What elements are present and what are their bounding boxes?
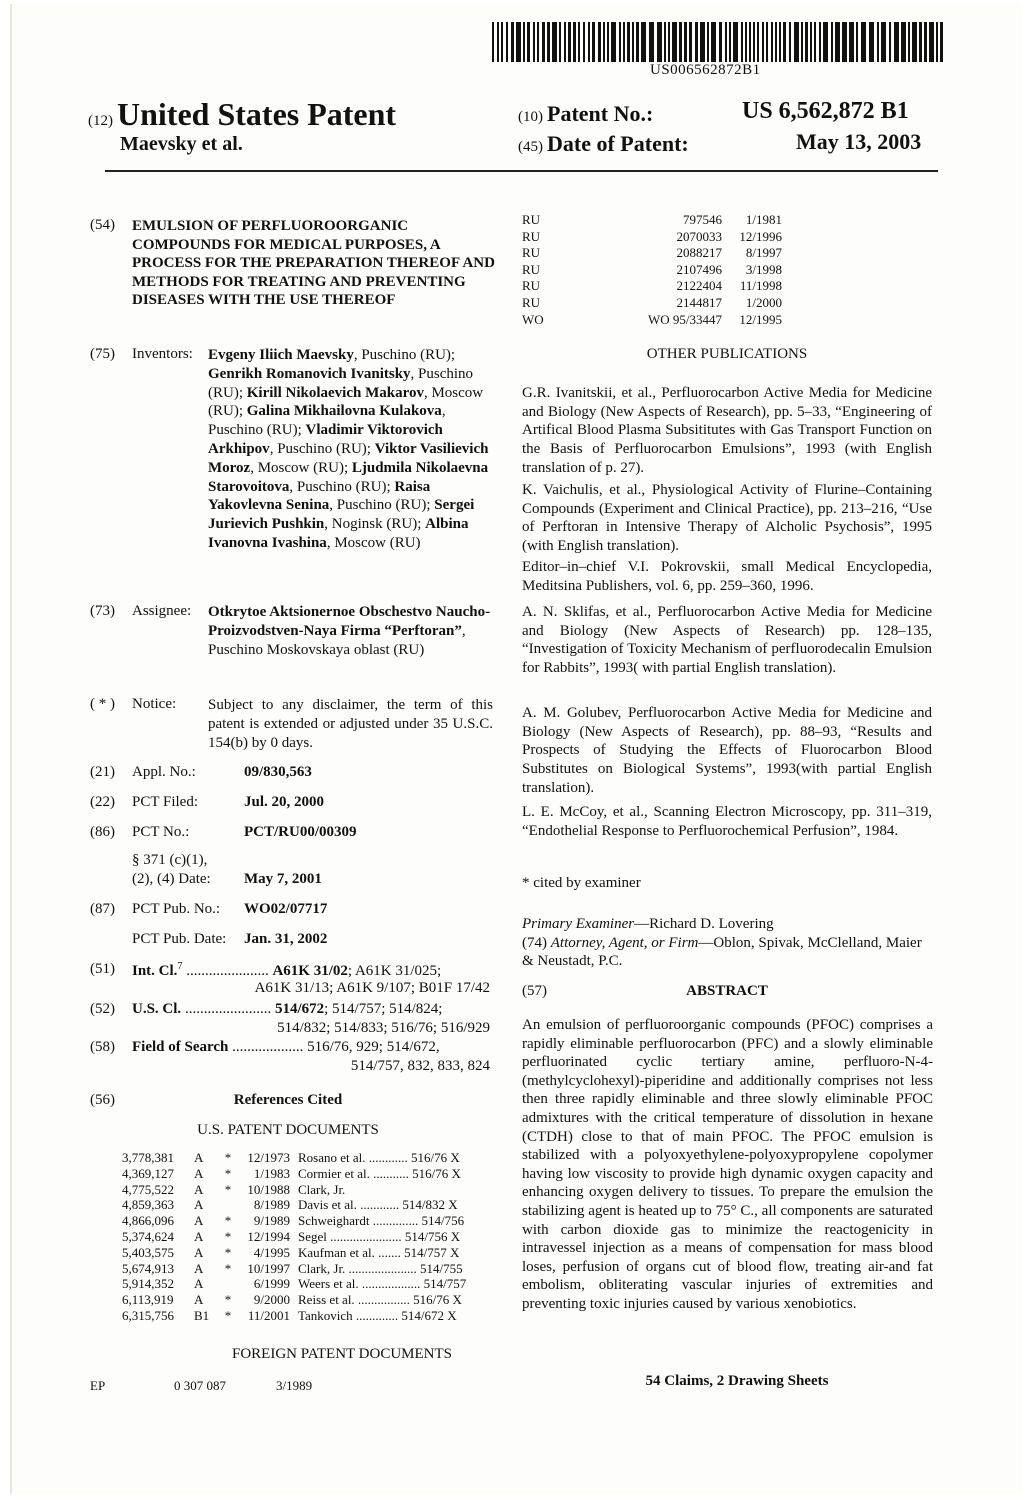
foreign-country: RU <box>522 245 541 261</box>
code-21: (21) <box>90 764 115 780</box>
foreign-number: WO 95/33447 <box>647 311 722 327</box>
reference-cited-mark: * <box>224 1150 232 1165</box>
foreign-date: 3/1998 <box>745 261 782 277</box>
reference-date: 9/2000 <box>253 1292 290 1308</box>
code-51: (51) <box>90 961 115 977</box>
foreign-reference-row <box>522 262 782 279</box>
reference-inventor: Davis et al. ............ 514/832 X <box>298 1197 458 1213</box>
notice-label: Notice: <box>132 696 177 712</box>
publication-item: K. Vaichulis, et al., Physiological Activity of Flurine–Containing Compounds (Experiment and Clinical Practice), pp. 213–216, “Use of Perftoran in Intensive Therapy of Alcholic Psychosis”, 1995 (with English translation). <box>522 482 932 555</box>
reference-number: 3,778,381 <box>122 1150 174 1165</box>
int-cl-label: Int. Cl. <box>132 963 178 979</box>
claims-summary: 54 Claims, 2 Drawing Sheets <box>645 1373 829 1389</box>
reference-number: 6,315,756 <box>122 1307 174 1323</box>
inventor-place: , Moscow (RU); <box>250 459 352 476</box>
inventor-name: Galina Mikhailovna Kulakova <box>246 403 442 420</box>
foreign-country: EP <box>90 1378 106 1393</box>
us-reference-row <box>122 1308 493 1324</box>
publication-item: A. N. Sklifas, et al., Perfluorocarbon Active Media for Medicine and Biology (New Aspects of Research) pp. 128–135, “Investigation of Toxicity Mechanism of perfluorodecalin Emulsion for Rabbits”, 1993( with partial English translation). <box>522 604 932 677</box>
reference-kind: A <box>194 1260 204 1276</box>
foreign-reference-row <box>522 312 782 329</box>
foreign-number: 2088217 <box>676 245 722 261</box>
us-reference-row <box>122 1245 493 1261</box>
pct-filed: Jul. 20, 2000 <box>244 794 325 810</box>
us-reference-row <box>122 1182 493 1198</box>
reference-date: 9/1989 <box>253 1213 290 1229</box>
other-publications-heading: OTHER PUBLICATIONS <box>646 346 808 362</box>
code-22: (22) <box>90 794 115 810</box>
publication-item: L. E. McCoy, et al., Scanning Electron Microscopy, pp. 311–319, “Endothelial Response to Perfluorochemical Perfusion”, 1984. <box>522 804 932 839</box>
foreign-date: 8/1997 <box>745 245 782 261</box>
reference-number: 6,113,919 <box>122 1292 174 1308</box>
reference-date: 1/1983 <box>253 1165 290 1181</box>
references-heading: References Cited <box>233 1092 343 1108</box>
reference-kind: A <box>194 1150 204 1165</box>
reference-number: 4,859,363 <box>122 1197 174 1213</box>
us-references-table <box>122 1150 493 1324</box>
pct-no-label: PCT No.: <box>132 824 190 840</box>
code-58: (58) <box>90 1039 115 1055</box>
inventor-name: Albina Ivanovna Ivashina <box>208 516 469 551</box>
publication-item: G.R. Ivanitskii, et al., Perfluorocarbon Active Media for Medicine and Biology (New Aspects of Research), pp. 5–33, “Engineering of Artifical Blood Plasma Subsititutes with Gas Transport Function on the Basis of Perfluorocarbon Emulsions”, 1993 (with English translation of p. 27). <box>522 385 932 476</box>
us-reference-row <box>122 1292 493 1308</box>
assignee-label: Assignee: <box>132 603 192 619</box>
date-of-patent: May 13, 2003 <box>796 129 922 154</box>
pct-pub-no: WO02/07717 <box>244 901 328 917</box>
code-86: (86) <box>90 824 115 840</box>
foreign-references-table <box>522 212 782 328</box>
us-reference-row <box>122 1213 493 1229</box>
foreign-country: WO <box>522 311 544 327</box>
reference-number: 5,374,624 <box>122 1228 174 1244</box>
foreign-number: 797546 <box>683 212 722 227</box>
inventor-name: Evgeny Iliich Maevsky <box>208 347 354 363</box>
us-cl-rest: ; 514/757; 514/824; <box>324 1001 443 1017</box>
us-reference-row <box>122 1261 493 1277</box>
code-52: (52) <box>90 1001 115 1017</box>
code-57: (57) <box>522 983 547 999</box>
int-cl-line-2: A61K 31/13; A61K 9/107; B01F 17/42 <box>254 980 490 996</box>
document-type: United States Patent <box>117 96 397 132</box>
reference-number: 5,403,575 <box>122 1244 174 1260</box>
reference-kind: A <box>194 1181 204 1197</box>
foreign-date: 1/1981 <box>745 212 782 227</box>
inventor-name: Raisa Yakovlevna Senina <box>208 478 431 514</box>
inventors-label: Inventors: <box>132 346 193 362</box>
code-12: (12) <box>88 113 113 129</box>
reference-inventor: Kaufman et al. ....... 514/757 X <box>298 1244 460 1260</box>
code-54: (54) <box>90 217 115 233</box>
field-of-search-line <box>132 1039 440 1056</box>
reference-kind: B1 <box>194 1307 210 1323</box>
foreign-country: RU <box>522 294 541 310</box>
inventor-place: , Puschino (RU); <box>208 403 446 439</box>
foreign-number: 0 307 087 <box>174 1378 226 1393</box>
barcode-number: US006562872B1 <box>650 62 761 78</box>
int-cl-line <box>132 961 441 980</box>
reference-kind: A <box>194 1244 204 1260</box>
s371-label-1: § 371 (c)(1), <box>132 852 208 868</box>
foreign-ref-first <box>90 1378 312 1394</box>
foreign-number: 2070033 <box>676 228 722 244</box>
reference-cited-mark <box>222 1276 234 1292</box>
code-10: (10) <box>518 109 543 125</box>
inventor-place: , Moscow (RU); <box>208 384 484 420</box>
cited-by-examiner: * cited by examiner <box>522 875 641 891</box>
pct-pub-date-label: PCT Pub. Date: <box>132 931 227 947</box>
us-cl-dots: ....................... <box>181 1001 272 1017</box>
reference-kind: A <box>194 1276 204 1292</box>
reference-date: 12/1994 <box>247 1228 290 1244</box>
reference-kind: A <box>194 1213 204 1229</box>
reference-cited-mark: * <box>224 1181 232 1197</box>
pct-pub-no-label: PCT Pub. No.: <box>132 901 221 917</box>
int-cl-rest: ; A61K 31/025; <box>347 963 442 979</box>
field-of-search-line-2: 514/757, 832, 833, 824 <box>350 1058 490 1074</box>
code-75: (75) <box>90 346 115 362</box>
patent-number: US 6,562,872 B1 <box>742 98 909 124</box>
foreign-date: 11/1998 <box>739 278 782 294</box>
reference-kind: A <box>194 1165 204 1181</box>
pct-pub-date: Jan. 31, 2002 <box>244 931 328 947</box>
reference-date: 8/1989 <box>253 1197 290 1213</box>
reference-cited-mark: * <box>224 1307 232 1323</box>
foreign-date: 1/2000 <box>745 294 782 310</box>
us-cl-label: U.S. Cl. <box>132 1001 182 1017</box>
abstract-heading: ABSTRACT <box>686 983 768 999</box>
inventors-list <box>208 346 498 553</box>
foreign-reference-row <box>522 278 782 295</box>
reference-number: 4,866,096 <box>122 1213 174 1229</box>
reference-date: 6/1999 <box>253 1276 290 1292</box>
us-reference-row <box>122 1276 493 1292</box>
examiner-block <box>522 915 932 971</box>
inventor-name: Genrikh Romanovich Ivanitsky <box>208 365 411 382</box>
field-of-search-dots: ................... <box>228 1039 304 1055</box>
reference-date: 11/2001 <box>247 1307 290 1323</box>
foreign-country: RU <box>522 212 541 227</box>
reference-date: 10/1997 <box>247 1260 290 1276</box>
field-of-search-label: Field of Search <box>132 1039 229 1055</box>
foreign-date: 3/1989 <box>276 1378 313 1393</box>
code-45: (45) <box>518 139 543 155</box>
patent-title: EMULSION OF PERFLUOROORGANIC COMPOUNDS FOR MEDICAL PURPOSES, A PROCESS FOR THE PREPARATION THEREOF AND METHODS FOR TREATING AND PREVENTING DISEASES WITH THE USE THEREOF <box>132 218 495 308</box>
assignee-name: Otkrytoe Aktsionernoe Obschestvo Naucho-Proizvodstven-Naya Firma “Perftoran” <box>208 604 491 639</box>
reference-cited-mark: * <box>224 1260 232 1276</box>
inventor-place: , Puschino (RU); <box>289 478 395 495</box>
foreign-reference-row <box>522 212 782 229</box>
assignee-place: , Puschino Moskovskaya oblast (RU) <box>208 622 466 658</box>
code-73: (73) <box>90 603 115 619</box>
reference-inventor: Rosano et al. ............ 516/76 X <box>298 1150 460 1165</box>
reference-date: 10/1988 <box>247 1181 290 1197</box>
reference-inventor: Cormier et al. ........... 516/76 X <box>298 1165 461 1181</box>
reference-inventor: Weers et al. .................. 514/757 <box>298 1276 467 1292</box>
inventor-name: Kirill Nikolaevich Makarov <box>246 384 424 401</box>
inventor-place: , Puschino (RU); <box>329 497 435 514</box>
date-label: Date of Patent: <box>547 131 689 156</box>
foreign-reference-row <box>522 295 782 312</box>
inventor-place: , Moscow (RU) <box>326 534 421 551</box>
inventor-name: Vladimir Viktorovich Arkhipov <box>208 422 443 457</box>
foreign-date: 12/1995 <box>739 311 782 327</box>
s371-date: May 7, 2001 <box>244 871 322 887</box>
reference-inventor: Segel ...................... 514/756 X <box>298 1228 461 1244</box>
s371-label-2: (2), (4) Date: <box>132 871 211 887</box>
foreign-reference-row <box>522 229 782 246</box>
reference-inventor: Tankovich ............. 514/672 X <box>298 1307 457 1323</box>
us-cl-line <box>132 1001 442 1018</box>
reference-cited-mark: * <box>224 1244 232 1260</box>
us-reference-row <box>122 1150 493 1166</box>
reference-date: 12/1973 <box>247 1150 290 1165</box>
reference-cited-mark: * <box>224 1213 232 1229</box>
code-56: (56) <box>90 1092 115 1108</box>
int-cl-edition: 7 <box>177 961 183 972</box>
foreign-reference-row <box>522 245 782 262</box>
inventor-place: , Puschino (RU); <box>269 440 375 457</box>
header-authors: Maevsky et al. <box>120 133 243 155</box>
reference-cited-mark <box>222 1197 234 1213</box>
foreign-country: RU <box>522 228 541 244</box>
reference-number: 5,674,913 <box>122 1260 174 1276</box>
inventor-name: Sergei Jurievich Pushkin <box>208 497 475 533</box>
reference-cited-mark: * <box>224 1228 232 1244</box>
inventor-name: Viktor Vasilievich Moroz <box>208 440 489 476</box>
reference-number: 5,914,352 <box>122 1276 174 1292</box>
reference-inventor: Schweighardt .............. 514/756 <box>298 1213 465 1229</box>
foreign-number: 2107496 <box>676 261 722 277</box>
inventor-place: , Noginsk (RU); <box>324 516 426 533</box>
reference-kind: A <box>194 1228 204 1244</box>
reference-number: 4,775,522 <box>122 1181 174 1197</box>
code-87: (87) <box>90 901 115 917</box>
foreign-number: 2122404 <box>676 278 722 294</box>
inventor-name: Ljudmila Nikolaevna Starovoitova <box>208 459 489 495</box>
field-of-search-values: 516/76, 929; 514/672, <box>307 1039 440 1055</box>
us-cl-main: 514/672 <box>274 1001 325 1017</box>
patent-no-label: Patent No.: <box>547 101 654 126</box>
appl-no: 09/830,563 <box>244 764 312 780</box>
reference-inventor: Clark, Jr. <box>298 1181 346 1197</box>
int-cl-main: A61K 31/02 <box>272 963 348 979</box>
abstract-text: An emulsion of perfluoroorganic compounds (PFOC) comprises a rapidly eliminable perfluorocarbon (PFC) and a slowly eliminable perfluorinated cyclic tertiary amine, perfluoro-N-4-(methylcyclohexyl)-piperidine and additionally comprises not less then three rapidly eliminable and three slowly eliminable PFOC admixtures with the critical temperature of dissolution in hexane (CTDH) close to that of main PFOC. The PFOC emulsion is stabilized with a polyoxyethylene-polyoxypropylene copolymer having low viscosity to provide high dynamic oxygen capacity and enhancing oxygen delivery to tissues. To prepare the emulsion the stabilizing agent is heated up to 75° C., all components are saturated with carbon dioxide gas to minimize the reactogenicity in intravessel injection as a means of compensation for mass blood loses, perfusion of organs cut of blood flow, treating air-and fat embolism, obliterating vascular injuries of extremities and preventing toxic injuries caused by various xenobiotics. <box>522 1017 933 1312</box>
patent-no-line <box>518 101 653 127</box>
publication-item: A. M. Golubev, Perfluorocarbon Active Media for Medicine and Biology (New Aspects of Research), pp. 88–93, “Results and Prospects of Studying the Effects of Fluorocarbon Blood Substitutes on Biological Systems”, 1993(with partial English translation). <box>522 705 932 796</box>
reference-kind: A <box>194 1197 204 1213</box>
attorney-label: Attorney, Agent, or Firm <box>550 934 699 951</box>
primary-examiner-label: Primary Examiner <box>522 916 635 932</box>
foreign-country: RU <box>522 278 541 294</box>
int-cl-dots: ...................... <box>182 963 269 979</box>
pct-no: PCT/RU00/00309 <box>244 824 357 840</box>
assignee <box>208 603 498 659</box>
us-cl-line-2: 514/832; 514/833; 516/76; 516/929 <box>277 1020 490 1036</box>
us-reference-row <box>122 1166 493 1182</box>
attorney-code: (74) <box>522 934 551 951</box>
reference-cited-mark: * <box>224 1292 232 1308</box>
attorney-name: —Oblon, Spivak, McClelland, Maier & Neustadt, P.C. <box>522 934 922 970</box>
notice-text: Subject to any disclaimer, the term of this patent is extended or adjusted under 35 U.S.C. 154(b) by 0 days. <box>208 697 493 751</box>
pct-filed-label: PCT Filed: <box>132 794 198 810</box>
foreign-documents-heading: FOREIGN PATENT DOCUMENTS <box>231 1346 453 1362</box>
foreign-country: RU <box>522 261 541 277</box>
inventor-place: , Puschino (RU); <box>353 347 456 363</box>
header-left <box>88 96 396 133</box>
date-line <box>518 131 689 157</box>
foreign-date: 12/1996 <box>739 228 782 244</box>
reference-cited-mark: * <box>224 1165 232 1181</box>
primary-examiner-name: —Richard D. Lovering <box>634 916 774 932</box>
reference-kind: A <box>194 1292 204 1308</box>
us-reference-row <box>122 1197 493 1213</box>
reference-number: 4,369,127 <box>122 1165 174 1181</box>
foreign-number: 2144817 <box>676 294 722 310</box>
code-notice: ( * ) <box>90 696 115 712</box>
header-rule <box>105 170 938 172</box>
inventor-place: , Puschino (RU); <box>208 365 474 401</box>
appl-no-label: Appl. No.: <box>132 764 196 780</box>
reference-inventor: Reiss et al. ................ 516/76 X <box>298 1292 462 1308</box>
barcode <box>492 22 944 62</box>
us-documents-heading: U.S. PATENT DOCUMENTS <box>197 1122 379 1138</box>
publication-item: Editor–in–chief V.I. Pokrovskii, small Medical Encyclopedia, Meditsina Publishers, vol. 6, pp. 259–360, 1996. <box>522 559 932 594</box>
reference-date: 4/1995 <box>253 1244 290 1260</box>
reference-inventor: Clark, Jr. ..................... 514/755 <box>298 1260 463 1276</box>
us-reference-row <box>122 1229 493 1245</box>
